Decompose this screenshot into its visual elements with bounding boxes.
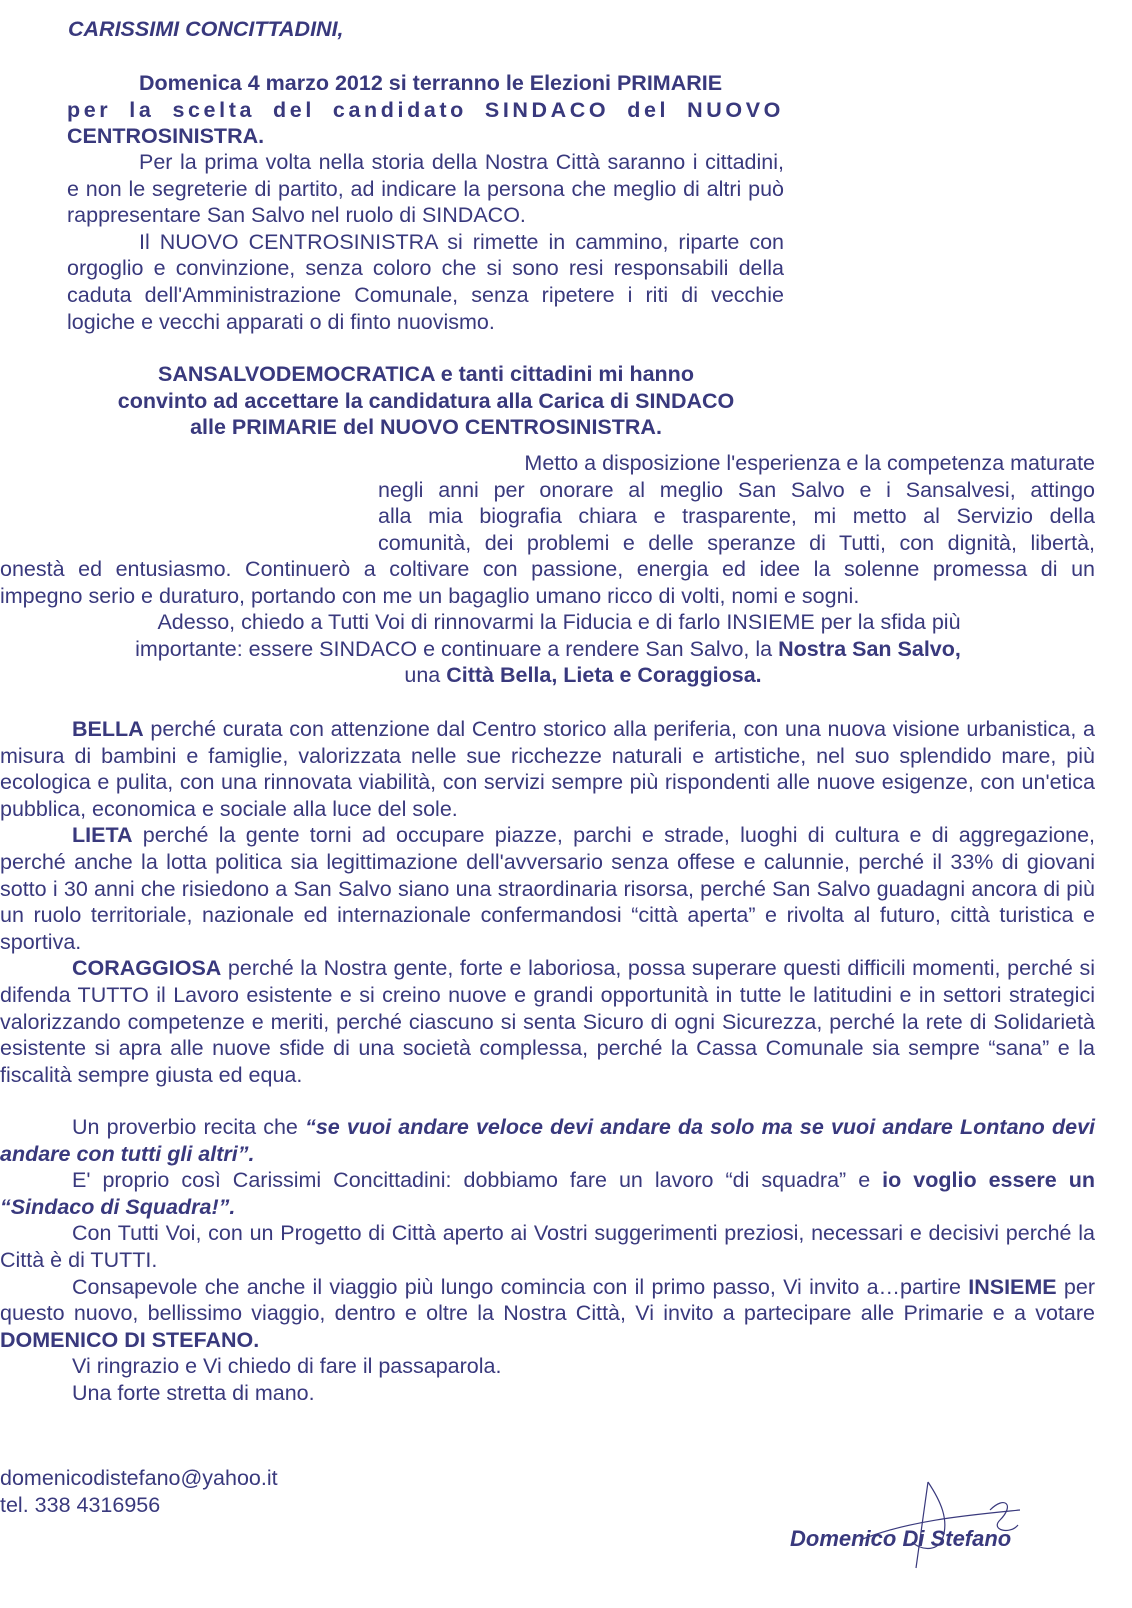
- closing-section: [0, 1114, 1095, 1407]
- candidacy-heading: [0, 361, 852, 441]
- paragraph-trust: [0, 609, 1118, 689]
- announcement-line-1: Domenica 4 marzo 2012 si terranno le Elezioni PRIMARIE: [139, 71, 723, 95]
- proverb-quote: “se vuoi andare veloce devi andare da solo ma se vuoi andare Lontano devi andare con tutti gli altri”.: [0, 1115, 1096, 1166]
- experience-line-5: onestà ed entusiasmo. Continuerò a coltivare con passione, energia ed idee la solenne promessa di un: [0, 557, 1095, 582]
- signature-block: [790, 1480, 1110, 1570]
- experience-line-6: impegno serio e duraturo, portando con me un bagaglio umano ricco di volti, nomi e sogni.: [0, 583, 860, 608]
- viaggio-insieme: INSIEME: [968, 1274, 1057, 1299]
- signature-name: Domenico Di Stefano: [790, 1526, 1012, 1551]
- squadra-text: E' proprio così Carissimi Concittadini: dobbiamo fare un lavoro “di squadra” e: [72, 1168, 883, 1193]
- squadra-bold: io voglio essere un: [882, 1168, 1096, 1193]
- paragraph-lieta: [0, 822, 1095, 955]
- experience-line-2: negli anni per onorare al meglio San Salvo e i Sansalvesi, attingo: [378, 477, 1095, 502]
- contact-block: [0, 1465, 278, 1518]
- viaggio-candidate-name: DOMENICO DI STEFANO.: [0, 1327, 260, 1352]
- coraggiosa-keyword: CORAGGIOSA: [72, 956, 222, 981]
- proverb-intro: Un proverbio recita che: [72, 1115, 306, 1139]
- trust-line-1: Adesso, chiedo a Tutti Voi di rinnovarmi la Fiducia e di farlo INSIEME per la sfida più: [157, 610, 961, 634]
- trust-line-2-text: importante: essere SINDACO e continuare a rendere San Salvo, la: [135, 636, 779, 661]
- viaggio-text-1: Consapevole che anche il viaggio più lungo comincia con il primo passo, Vi invito a…partire: [72, 1274, 969, 1299]
- announcement: [67, 70, 784, 150]
- bella-text: perché curata con attenzione dal Centro storico alla periferia, con una nuova visione urbanistica, a misura di bambini e famiglie, valorizzata nelle sue ricchezze naturali e artistiche, nel suo splendido mare, più ecologica e pulita, con una rinnovata viabilità, con servizi sempre più rispondenti alle nuove esigenze, con un'etica pubblica, economica e sociale alla luce del sole.: [0, 717, 1095, 821]
- salutation: CARISSIMI CONCITTADINI,: [68, 17, 344, 41]
- candidacy-heading-line-1: SANSALVODEMOCRATICA e tanti cittadini mi hanno: [158, 362, 694, 386]
- paragraph-squadra: [0, 1167, 1095, 1220]
- lieta-text: perché la gente torni ad occupare piazze, parchi e strade, luoghi di cultura e di aggregazione, perché anche la lotta politica sia legittimazione dell'avversario senza offese e calunnie, perché il 33% di giovani sotto i 30 anni che risiedono a San Salvo siano una straordinaria risorsa, perché San Salvo guadagni ancora di più un ruolo territoriale, nazionale ed internazionale confermandosi “città aperta” e rivolta al futuro, città turistica e sportiva.: [0, 823, 1095, 954]
- paragraph-thanks: Vi ringrazio e Vi chiedo di fare il passaparola.: [72, 1354, 502, 1379]
- paragraph-coraggiosa: [0, 955, 1095, 1088]
- lieta-keyword: LIETA: [72, 823, 133, 848]
- trust-line-3-bold: Città Bella, Lieta e Coraggiosa.: [446, 663, 762, 688]
- paragraph-first-time: Per la prima volta nella storia della Nostra Città saranno i cittadini, e non le segreterie di partito, ad indicare la persona che meglio di altri può rappresentare San Salvo nel ruolo di SINDACO.: [67, 150, 784, 228]
- coraggiosa-text: perché la Nostra gente, forte e laboriosa, possa superare questi difficili momenti, perché si difenda TUTTO il Lavoro esistente e si creino nuove e grandi opportunità in tutte le latitudini e in settori strategici valorizzando competenze e meriti, perché ciascuno si senta Sicuro di ogni Sicurezza, perché la rete di Solidarietà esistente si apra alle nuove sfide di una società complessa, perché la Cassa Comunale sia sempre “sana” e la fiscalità sempre giusta ed equa.: [0, 956, 1095, 1087]
- trust-line-2-bold: Nostra San Salvo,: [778, 636, 961, 661]
- trust-line-3-text: una: [404, 663, 447, 688]
- contact-phone: tel. 338 4316956: [0, 1492, 161, 1517]
- experience-line-3: alla mia biografia chiara e trasparente, mi metto al Servizio della: [378, 504, 1095, 529]
- paragraph-proverb: [0, 1114, 1095, 1167]
- intro-paragraphs: [67, 149, 784, 335]
- candidacy-heading-line-3: alle PRIMARIE del NUOVO CENTROSINISTRA.: [190, 415, 662, 440]
- squadra-quote: “Sindaco di Squadra!”.: [0, 1194, 236, 1219]
- paragraph-centrosinistra: Il NUOVO CENTROSINISTRA si rimette in cammino, riparte con orgoglio e convinzione, senza coloro che si sono resi responsabili della caduta dell'Amministrazione Comunale, senza ripetere i riti di vecchie logiche e vecchi apparati o di finto nuovismo.: [67, 229, 784, 334]
- trust-line-3: [0, 662, 1132, 689]
- paragraph-bella: [0, 716, 1095, 822]
- experience-line-1: Metto a disposizione l'esperienza e la competenza maturate: [524, 451, 1095, 475]
- viaggio-text-2: per questo nuovo, bellissimo viaggio, dentro e oltre la Nostra Città, Vi invito a partecipare alle Primarie e a votare: [0, 1274, 1095, 1326]
- contact-email[interactable]: domenicodistefano@yahoo.it: [0, 1466, 278, 1490]
- signature-scribble-icon: [850, 1480, 1050, 1570]
- announcement-line-2: per la scelta del candidato SINDACO del NUOVO: [67, 97, 784, 122]
- vision-section: [0, 716, 1095, 1088]
- paragraph-closing: Una forte stretta di mano.: [72, 1380, 315, 1405]
- trust-line-2: [0, 636, 1096, 663]
- paragraph-experience: [0, 450, 1095, 610]
- paragraph-progetto: Con Tutti Voi, con un Progetto di Città aperto ai Vostri suggerimenti preziosi, necessari e decisivi perché la Città è di TUTTI.: [0, 1221, 1095, 1272]
- announcement-line-3: CENTROSINISTRA.: [67, 124, 265, 149]
- bella-keyword: BELLA: [72, 717, 144, 741]
- paragraph-viaggio: [0, 1274, 1095, 1354]
- experience-line-4: comunità, dei problemi e delle speranze di Tutti, con dignità, libertà,: [378, 530, 1095, 555]
- candidacy-heading-line-2: convinto ad accettare la candidatura alla Carica di SINDACO: [117, 388, 735, 413]
